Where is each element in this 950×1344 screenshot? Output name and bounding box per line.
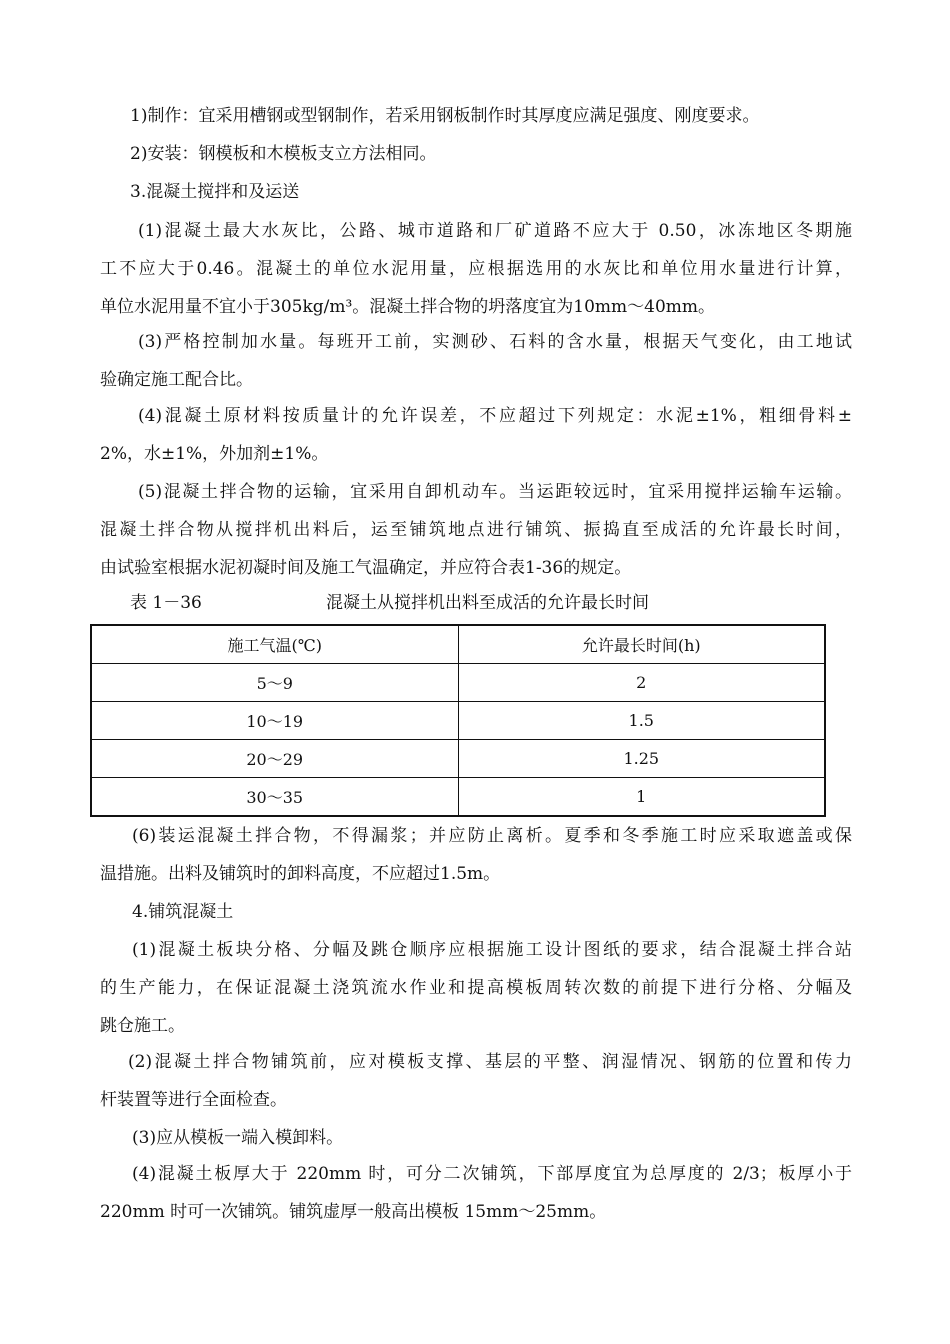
- paragraph-tolerance-line2: 2%，水±1%，外加剂±1%。: [100, 444, 329, 464]
- table-row: [91, 778, 825, 817]
- table-header-temperature: 施工气温(℃): [91, 625, 458, 664]
- paragraph-unloading: (3)应从模板一端入模卸料。: [132, 1128, 344, 1148]
- table-cell: 1.5: [458, 702, 825, 740]
- paragraph-transport-line1: (5)混凝土拌合物的运输，宜采用自卸机动车。当运距较远时，宜采用搅拌运输车运输。: [138, 482, 852, 502]
- paragraph-water-control-line1: (3)严格控制加水量。每班开工前，实测砂、石料的含水量，根据天气变化，由工地试: [138, 332, 852, 352]
- table-number: 表 1－36: [130, 593, 202, 613]
- paragraph-transport-line2: 混凝土拌合物从搅拌机出料后，运至铺筑地点进行铺筑、振捣直至成活的允许最长时间，: [100, 520, 852, 540]
- paragraph-water-cement-line3: 单位水泥用量不宜小于305kg/m³。混凝土拌合物的坍落度宜为10mm～40mm。: [100, 297, 716, 317]
- paragraph-loading-line2: 温措施。出料及铺筑时的卸料高度，不应超过1.5m。: [100, 864, 501, 884]
- paragraph-thickness-line1: (4)混凝土板厚大于 220mm 时，可分二次铺筑，下部厚度宜为总厚度的 2/3；板厚小于: [132, 1164, 852, 1184]
- paragraph-water-cement-line1: (1)混凝土最大水灰比，公路、城市道路和厂矿道路不应大于 0.50，冰冻地区冬期施: [138, 221, 852, 241]
- table-cell: 30～35: [91, 778, 458, 817]
- table-row: [91, 664, 825, 702]
- paragraph-inspection-line2: 杆装置等进行全面检查。: [100, 1090, 287, 1110]
- paragraph-installation: 2)安装：钢模板和木模板支立方法相同。: [130, 144, 437, 164]
- table-cell: 20～29: [91, 740, 458, 778]
- allowed-time-table: [90, 624, 826, 817]
- table-cell: 2: [458, 664, 825, 702]
- table-row: [91, 740, 825, 778]
- paragraph-transport-line3: 由试验室根据水泥初凝时间及施工气温确定，并应符合表1-36的规定。: [100, 558, 632, 578]
- section-heading-4: 4.铺筑混凝土: [132, 902, 234, 922]
- paragraph-water-control-line2: 验确定施工配合比。: [100, 370, 253, 390]
- paragraph-division-line1: (1)混凝土板块分格、分幅及跳仓顺序应根据施工设计图纸的要求，结合混凝土拌合站: [132, 940, 852, 960]
- paragraph-making: 1)制作：宜采用槽钢或型钢制作，若采用钢板制作时其厚度应满足强度、刚度要求。: [130, 106, 760, 126]
- table-cell: 1.25: [458, 740, 825, 778]
- paragraph-division-line3: 跳仓施工。: [100, 1016, 185, 1036]
- table-header-time: 允许最长时间(h): [458, 625, 825, 664]
- table-title: 混凝土从搅拌机出料至成活的允许最长时间: [326, 593, 649, 613]
- paragraph-tolerance-line1: (4)混凝土原材料按质量计的允许误差，不应超过下列规定：水泥±1%，粗细骨料±: [138, 406, 852, 426]
- paragraph-thickness-line2: 220mm 时可一次铺筑。铺筑虚厚一般高出模板 15mm～25mm。: [100, 1202, 607, 1222]
- table-cell: 10～19: [91, 702, 458, 740]
- table-cell: 1: [458, 778, 825, 817]
- section-heading-3: 3.混凝土搅拌和及运送: [130, 182, 300, 202]
- paragraph-water-cement-line2: 工不应大于0.46。混凝土的单位水泥用量，应根据选用的水灰比和单位用水量进行计算，: [100, 259, 852, 279]
- table-row: [91, 702, 825, 740]
- paragraph-inspection-line1: (2)混凝土拌合物铺筑前，应对模板支撑、基层的平整、润湿情况、钢筋的位置和传力: [128, 1052, 852, 1072]
- table-cell: 5～9: [91, 664, 458, 702]
- paragraph-division-line2: 的生产能力，在保证混凝土浇筑流水作业和提高模板周转次数的前提下进行分格、分幅及: [100, 978, 852, 998]
- paragraph-loading-line1: (6)装运混凝土拌合物，不得漏浆；并应防止离析。夏季和冬季施工时应采取遮盖或保: [132, 826, 852, 846]
- table-header-row: [91, 625, 825, 664]
